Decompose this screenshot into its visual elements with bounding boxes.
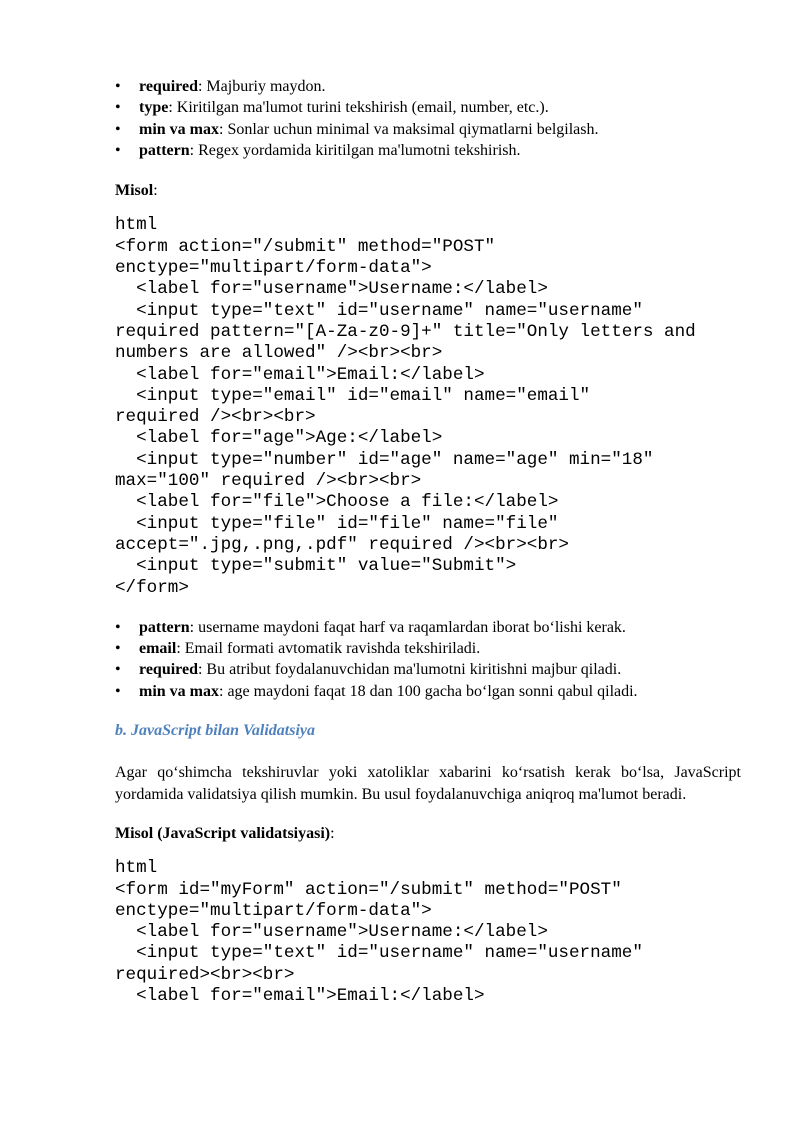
list-item-desc: : Email formati avtomatik ravishda tekshiriladi. [176,640,481,658]
list-item [115,76,741,97]
bullet-icon: • [115,640,121,658]
list-item-desc: : age maydoni faqat 18 dan 100 gacha bo‘lgan sonni qabul qiladi. [219,682,638,700]
list-item-desc: : Regex yordamida kiritilgan ma'lumotni tekshirish. [189,141,521,159]
bullet-icon: • [115,141,121,159]
list-item [115,681,741,702]
list-item [115,617,741,638]
document-page [115,76,741,1007]
bullet-icon: • [115,618,121,636]
list-item [115,119,741,140]
list-item-desc: : Kiritilgan ma'lumot turini tekshirish (email, number, etc.). [168,99,549,117]
list-item [115,140,741,161]
bullet-icon: • [115,78,121,95]
section-heading: b. JavaScript bilan Validatsiya [115,722,316,740]
list-item [115,659,741,680]
list-item-desc: : username maydoni faqat harf va raqamlardan iborat bo‘lishi kerak. [189,618,626,636]
example-label-text: Misol (JavaScript validatsiyasi) [115,824,331,842]
example-label-suffix: : [153,182,158,200]
code-block-js-form: html <form id="myForm" action="/submit" method="POST" enctype="multipart/form-data"> <label for="username">Username:</label> <input type="text" id="username" name="username" required><br><br> <label for="email">Email:</label> [115,858,643,1006]
list-item-term: required [139,78,198,95]
bullet-icon: • [115,120,121,138]
example-label [115,823,741,844]
code-block-html-form: html <form action="/submit" method="POST" enctype="multipart/form-data"> <label for="username">Username:</label> <input type="text" id="username" name="username" required pattern="[A-Za-z0-9]+" title="Only letters and numbers are allowed" /><br><br> <label for="email">Email:</label> <input type="email" id="email" name="email" required /><br><br> <label for="age">Age:</label> <input type="number" id="age" name="age" min="18" max="100" required /><br><br> <label for="file">Choose a file:</label> <input type="file" id="file" name="file" accept=".jpg,.png,.pdf" required /><br><br> <input type="submit" value="Submit"> </form> [115,215,696,598]
list-item-desc: : Majburiy maydon. [197,78,326,95]
explanation-list [115,617,741,702]
body-paragraph: Agar qo‘shimcha tekshiruvlar yoki xatoliklar xabarini ko‘rsatish kerak bo‘lsa, JavaScript yordamida validatsiya qilish mumkin. Bu usul foydalanuvchiga aniqroq ma'lumot beradi. [115,764,741,803]
attribute-list [115,76,741,161]
list-item-term: pattern [139,618,190,636]
list-item-term: pattern [139,141,190,159]
example-label-text: Misol [115,182,154,200]
bullet-icon: • [115,682,121,700]
example-label-suffix: : [330,824,335,842]
bullet-icon: • [115,99,121,117]
list-item [115,638,741,659]
list-item-term: min va max [139,682,219,700]
list-item [115,97,741,118]
list-item-term: type [139,99,169,117]
list-item-term: min va max [139,120,219,138]
list-item-term: email [139,640,177,658]
list-item-term: required [139,661,198,679]
list-item-desc: : Bu atribut foydalanuvchidan ma'lumotni kiritishni majbur qiladi. [197,661,622,679]
example-label [115,180,741,201]
bullet-icon: • [115,661,121,679]
list-item-desc: : Sonlar uchun minimal va maksimal qiymatlarni belgilash. [219,120,599,138]
